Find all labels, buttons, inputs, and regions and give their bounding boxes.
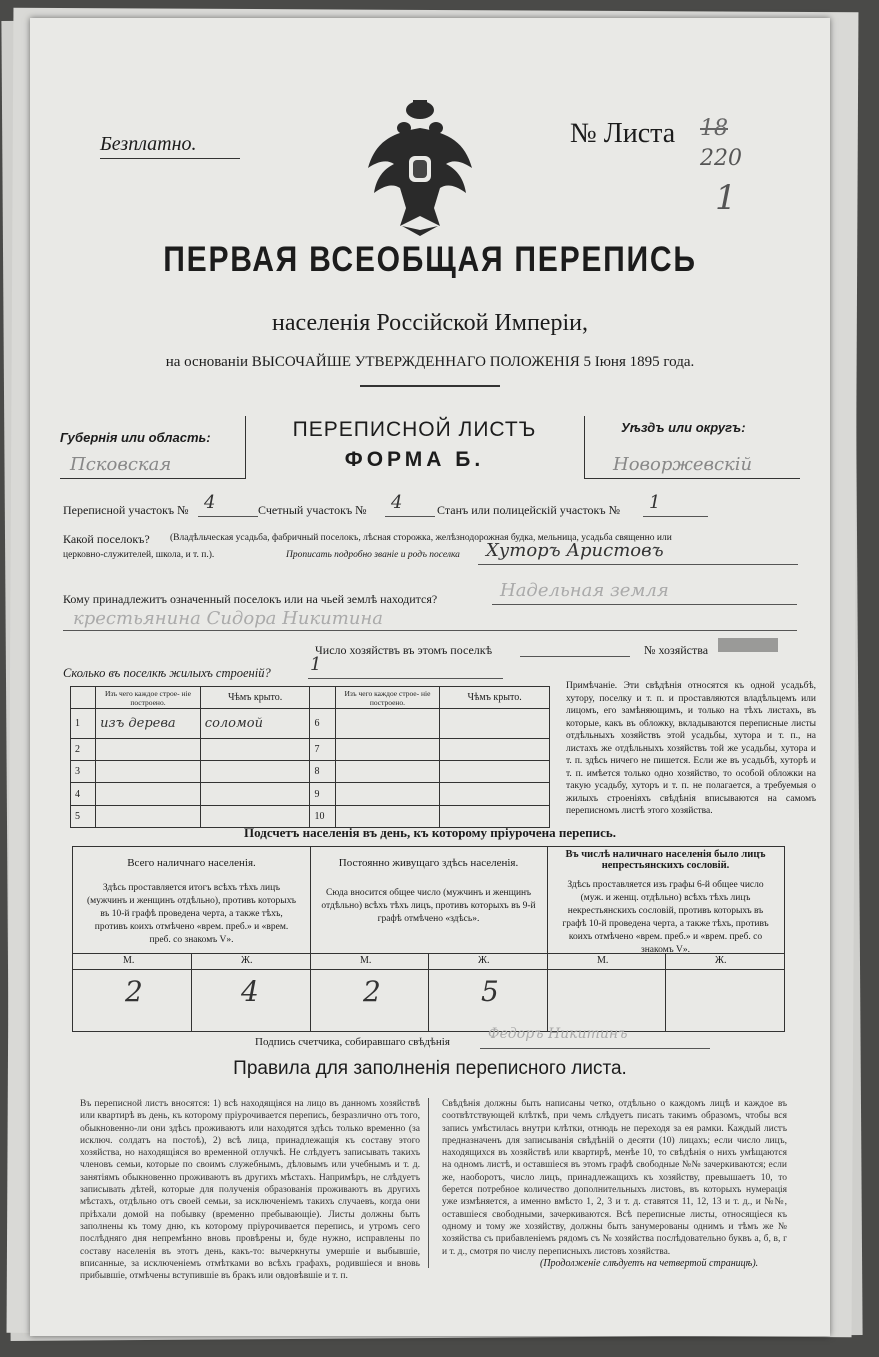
households-label: Число хозяйствъ въ этомъ поселкѣ: [315, 643, 493, 657]
sheet-number-label: № Листа: [570, 118, 676, 149]
owner-label: Кому принадлежитъ означенный поселокъ или на чьей землѣ находится?: [63, 592, 438, 606]
permanent-population-desc: Сюда вносится общее число (мужчинъ и женщинъ отдѣльно) всѣхъ тѣхъ лицъ, противъ которыхъ въ 9-й графѣ отмѣчено «здѣсь».: [321, 888, 536, 924]
row-number: 8: [310, 761, 335, 783]
counting-label: Счетный участокъ №: [258, 503, 367, 517]
row-number: 9: [310, 783, 335, 805]
row-number: 1: [71, 709, 96, 739]
stan-label: Станъ или полицейскій участокъ №: [437, 503, 621, 517]
buildings-col-roof: Чѣмъ крыто.: [200, 687, 310, 709]
sheet-mark-handwritten: 1: [715, 178, 737, 218]
female-label: Ж.: [478, 955, 490, 966]
household-no-field[interactable]: [718, 638, 778, 652]
building-roof-cell[interactable]: [200, 761, 310, 783]
stan-field[interactable]: [643, 492, 708, 517]
stan-value: 1: [649, 492, 661, 513]
district-label: Переписной участокъ №: [63, 503, 189, 517]
male-label: М.: [123, 955, 135, 966]
table-row: [71, 761, 550, 783]
owner-field-2[interactable]: [63, 610, 797, 631]
title-divider: [360, 385, 500, 387]
building-material-cell[interactable]: [335, 761, 440, 783]
buildings-field[interactable]: [308, 654, 503, 679]
row-number: 7: [310, 738, 335, 760]
col2-split: [428, 953, 429, 1031]
permanent-male-value[interactable]: 2: [363, 975, 381, 1008]
free-label-underline: [100, 158, 240, 159]
gubernia-value[interactable]: Псковская: [70, 454, 172, 475]
total-female-value[interactable]: 4: [241, 975, 259, 1008]
form-subtitle: ФОРМА Б.: [344, 448, 485, 471]
document-title: ПЕРВАЯ ВСЕОБЩАЯ ПЕРЕПИСЬ: [163, 240, 697, 279]
building-material-cell[interactable]: [335, 783, 440, 805]
district-field[interactable]: [198, 492, 258, 517]
continued-note: (Продолженіе слѣдуетъ на четвертой страницѣ).: [540, 1258, 759, 1269]
building-material-cell[interactable]: [96, 783, 201, 805]
female-label: Ж.: [241, 955, 253, 966]
male-label: М.: [597, 955, 609, 966]
rules-title: Правила для заполненія переписного листа.: [233, 1058, 627, 1079]
settlement-instruction: Прописать подробно званіе и родъ поселка: [286, 550, 460, 560]
permanent-female-value[interactable]: 5: [481, 975, 499, 1008]
signature-value: Федоръ Никитинъ: [488, 1026, 628, 1042]
col3-split: [665, 953, 666, 1031]
counting-value: 4: [391, 492, 403, 513]
owner-value-2: крестьянина Сидора Никитина: [73, 608, 384, 629]
imperial-eagle-icon: [360, 98, 480, 238]
male-label: М.: [360, 955, 372, 966]
gubernia-box: [60, 416, 246, 479]
form-title: ПЕРЕПИСНОЙ ЛИСТЪ: [292, 418, 537, 441]
household-no-label: № хозяйства: [644, 643, 709, 657]
rules-left-column: Въ переписной листъ вносятся: 1) всѣ находящіяся на лицо въ данномъ хозяйствѣ или квартирѣ въ день, къ которому пріурочивается перепись, безразлично отъ того, обыкновенно-ли они здѣсь проживаютъ или находятся здѣсь только временно (за исключ. солдатъ на постоѣ), 2) всѣ лица, принадлежащія къ составу этого хозяйства, но находящіяся во временной отлучкѣ. Не слѣдуетъ записывать такихъ членовъ семьи, которые по своимъ служебнымъ, дѣловымъ или учебнымъ и т. д. занятіямъ обыкновенно проживаютъ въ другихъ мѣстахъ. Напримѣръ, не слѣдуетъ записывать дѣтей, которые для полученія образованія проживаютъ въ другихъ мѣстахъ, отдѣльно отъ своей семьи, за исключеніемъ такихъ случаевъ, когда они пріѣхали домой на побывку (временно пребывающіе). Листы должны быть заполнены къ тому дню, къ которому пріурочивается перепись, и утромъ сего послѣдняго дня непремѣнно вновь провѣрены и, буде нужно, исправлены по составу населенія въ этотъ день, какъ-то: вычеркнуты умершіе и выбывшіе, вписанные, за исключеніемъ отмѣтками во всѣхъ графахъ, родившіеся и вновь прибывшіе, отмѣчены вступившіе въ бракъ или овдовѣвшіе и т. п.: [80, 1099, 420, 1282]
row-number: 4: [71, 783, 96, 805]
settlement-hint-2: церковно-служителей, школа, и т. п.).: [63, 550, 215, 560]
legal-basis: на основаніи ВЫСОЧАЙШЕ УТВЕРЖДЕННАГО ПОЛОЖЕНІЯ 5 Іюня 1895 года.: [165, 354, 695, 370]
building-roof-cell[interactable]: [200, 783, 310, 805]
document-subtitle: населенія Россійской Имперіи,: [272, 310, 588, 336]
population-count-box: [72, 846, 785, 1032]
col1-split: [191, 953, 192, 1031]
district-value: 4: [204, 492, 216, 513]
census-form-sheet: [30, 18, 830, 1336]
sheet-number-crossed: 18: [700, 116, 728, 141]
permanent-population-head: Постоянно живущаго здѣсь населенія.: [338, 857, 519, 869]
buildings-label: Сколько въ поселкѣ жилыхъ строеній?: [63, 666, 271, 680]
row-number: 5: [71, 805, 96, 827]
building-material-cell[interactable]: изъ дерева: [96, 709, 201, 739]
building-roof-cell[interactable]: [440, 738, 550, 760]
non-peasant-head: Въ числѣ наличнаго населенія было лицъ непрестьянскихъ сословій.: [565, 849, 766, 871]
gubernia-label: Губернія или область:: [60, 430, 211, 445]
free-label: Безплатно.: [100, 133, 197, 155]
building-roof-cell[interactable]: [440, 761, 550, 783]
building-material-cell[interactable]: [335, 738, 440, 760]
total-population-head: Всего наличнаго населенія.: [127, 857, 256, 869]
uezd-label: Уѣздъ или округъ:: [621, 420, 746, 435]
table-row: [71, 783, 550, 805]
building-material-cell[interactable]: [335, 709, 440, 739]
total-male-value[interactable]: 2: [125, 975, 143, 1008]
building-material-cell[interactable]: [96, 761, 201, 783]
total-population-column: [73, 847, 311, 1031]
building-roof-cell[interactable]: [200, 738, 310, 760]
sheet-number-handwritten: 220: [700, 146, 742, 171]
signature-label: Подпись счетчика, собиравшаго свѣдѣнія: [255, 1036, 450, 1048]
buildings-col-material: Изъ чего каждое строе- ніе построено.: [96, 687, 201, 709]
table-row: [71, 709, 550, 739]
signature-field[interactable]: [480, 1028, 710, 1049]
settlement-field[interactable]: [478, 540, 798, 565]
settlement-hint: (Владѣльческая усадьба, фабричный поселокъ, лѣсная сторожка, желѣзнодорожная будка, мельница, усадьба священно или: [170, 533, 672, 543]
count-title: Подсчетъ населенія въ день, къ которому пріурочена перепись.: [244, 825, 616, 840]
owner-field[interactable]: [492, 580, 797, 605]
households-field[interactable]: [520, 636, 630, 657]
buildings-value: 1: [310, 654, 322, 675]
building-material-cell[interactable]: [96, 738, 201, 760]
settlement-label: Какой поселокъ?: [63, 532, 150, 546]
buildings-col-roof-2: Чѣмъ крыто.: [440, 687, 550, 709]
building-roof-cell[interactable]: [440, 783, 550, 805]
table-row: [71, 738, 550, 760]
rules-right-column: Свѣдѣнія должны быть написаны четко, отдѣльно о каждомъ лицѣ и каждое въ соотвѣтствующей клѣткѣ, при чемъ слѣдуетъ писать такимъ образомъ, чтобы вся запись умѣстилась внутри клѣтки, отнюдь не переходя за ея рамки. Каждый листъ предназначенъ для записыванія свѣдѣній о десяти (10) лицахъ; если число лицъ, находящихся въ хозяйствѣ или квартирѣ, менѣе 10, то свѣдѣнія о нихъ умѣщаются на одномъ листѣ, и оставшіеся въ этомъ графѣ свободные №№ зачеркиваются; если же, наоборотъ, число лицъ, принадлежащихъ къ хозяйству, превышаетъ 10, то берется потребное количество дополнительныхъ листовъ, въ которыхъ нумерація уже измѣняется, а именно вмѣсто 1, 2, 3 и т. д. ставятся 11, 12, 13 и т. д., и №№, оставшіеся свободными, зачеркиваются. Всѣ переписные листы, относящіеся къ одному и тому же хозяйству, должны быть занумерованы однимъ и тѣмъ же № хозяйства съ прибавленіемъ рядомъ съ № хозяйства послѣдовательно буквъ а, б, в, г и т. д., смотря по числу переписныхъ листовъ хозяйства.: [442, 1099, 787, 1257]
female-label: Ж.: [715, 955, 727, 966]
rules-divider: [428, 1098, 429, 1268]
permanent-population-column: [310, 847, 548, 1031]
row-number: 2: [71, 738, 96, 760]
uezd-box: [584, 416, 800, 479]
owner-value: Надельная земля: [500, 580, 669, 601]
counting-field[interactable]: [385, 492, 435, 517]
buildings-note: Примѣчаніе. Эти свѣдѣнія относятся къ одной усадьбѣ, хутору, поселку и т. п. и проставляются владѣльцемъ или лицомъ, его замѣняющимъ, и только на тѣхъ листахъ, въ которые, какъ въ обложку, вкладываются переписные листы отдѣльныхъ хозяйствъ этой усадьбы, хутора и т. п., на листахъ же отдѣльныхъ хозяйствъ той же усадьбы, хутора и т. п. здѣсь ничего не пишется. Если же въ усадьбѣ, хуторѣ и т. п. имѣется только одно хозяйство, то особой обложки на такую усадьбу, хуторъ и т. п. не полагается, а требуемыя о жилыхъ строеніяхъ свѣдѣнія вписываются на самомъ переписномъ листѣ этого хозяйства.: [566, 681, 816, 816]
buildings-col-material-2: Изъ чего каждое строе- ніе построено.: [335, 687, 440, 709]
building-roof-cell[interactable]: [440, 709, 550, 739]
row-number: 10: [310, 805, 335, 827]
row-number: 6: [310, 709, 335, 739]
settlement-value: Хуторъ Аристовъ: [486, 540, 664, 561]
building-roof-cell[interactable]: соломой: [200, 709, 310, 739]
total-population-desc: Здѣсь проставляется итогъ всѣхъ тѣхъ лицъ (мужчинъ и женщинъ отдѣльно), противъ которыхъ въ 10-й графѣ проведена черта, а также тѣхъ, противъ коихъ отмѣчено «врем. преб.» и «врем. преб. со знакомъ V».: [87, 883, 296, 945]
row-number: 3: [71, 761, 96, 783]
non-peasant-desc: Здѣсь проставляется изъ графы 6-й общее число (муж. и женщ. отдѣльно) всѣхъ тѣхъ лицъ некрестьянскихъ сословій, противъ которыхъ въ графѣ 10-й проведена черта, а также тѣхъ, противъ коихъ отмѣчено «врем. преб.» и «врем. преб. со знакомъ V».: [562, 880, 769, 955]
buildings-table: [70, 686, 550, 828]
uezd-value[interactable]: Новоржевскій: [613, 454, 753, 475]
